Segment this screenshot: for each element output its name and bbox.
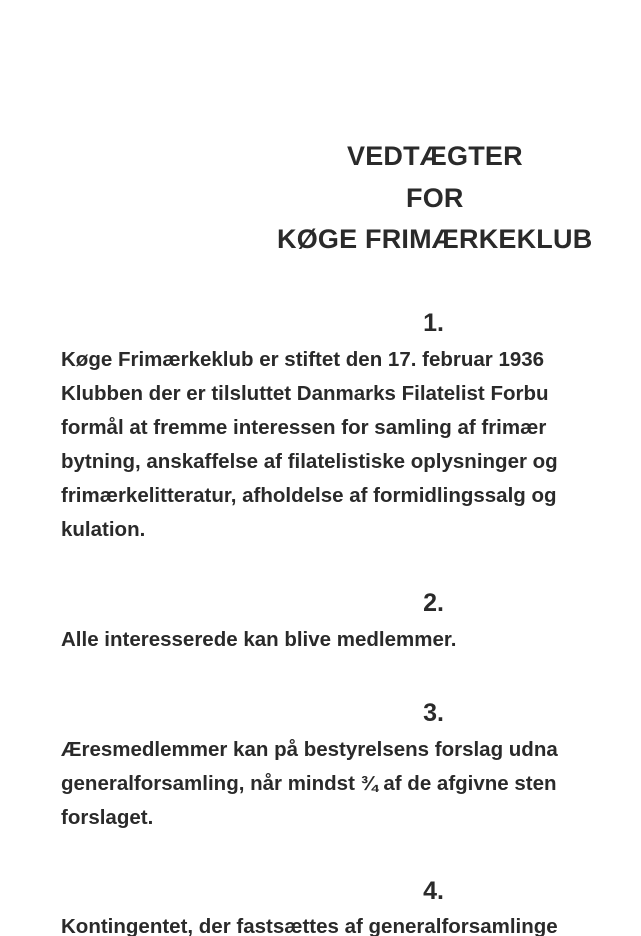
title-line-3: KØGE FRIMÆRKEKLUB (277, 224, 593, 254)
section-1-line-4: bytning, anskaffelse af filatelistiske oplysninger og (61, 450, 558, 473)
title-line-2: FOR (406, 183, 464, 213)
section-1-number: 1. (423, 309, 444, 337)
section-3-line-1: Æresmedlemmer kan på bestyrelsens forslag udna (61, 738, 558, 761)
section-1-line-2: Klubben der er tilsluttet Danmarks Filatelist Forbu (61, 382, 549, 405)
section-3-number: 3. (423, 699, 444, 727)
section-1-line-3: formål at fremme interessen for samling af frimær (61, 416, 547, 439)
section-3-line-2: generalforsamling, når mindst ¾ af de afgivne sten (61, 772, 557, 795)
section-1-line-5: frimærkelitteratur, afholdelse af formidlingssalg og (61, 484, 557, 507)
section-4-line-1: Kontingentet, der fastsættes af generalforsamlinge (61, 915, 558, 936)
section-3-line-3: forslaget. (61, 806, 154, 829)
section-4-number: 4. (423, 877, 444, 905)
section-2-line-1: Alle interesserede kan blive medlemmer. (61, 628, 457, 651)
section-2-number: 2. (423, 589, 444, 617)
section-1-line-6: kulation. (61, 518, 146, 541)
title-line-1: VEDTÆGTER (347, 141, 523, 171)
section-1-line-1: Køge Frimærkeklub er stiftet den 17. februar 1936 (61, 348, 545, 371)
